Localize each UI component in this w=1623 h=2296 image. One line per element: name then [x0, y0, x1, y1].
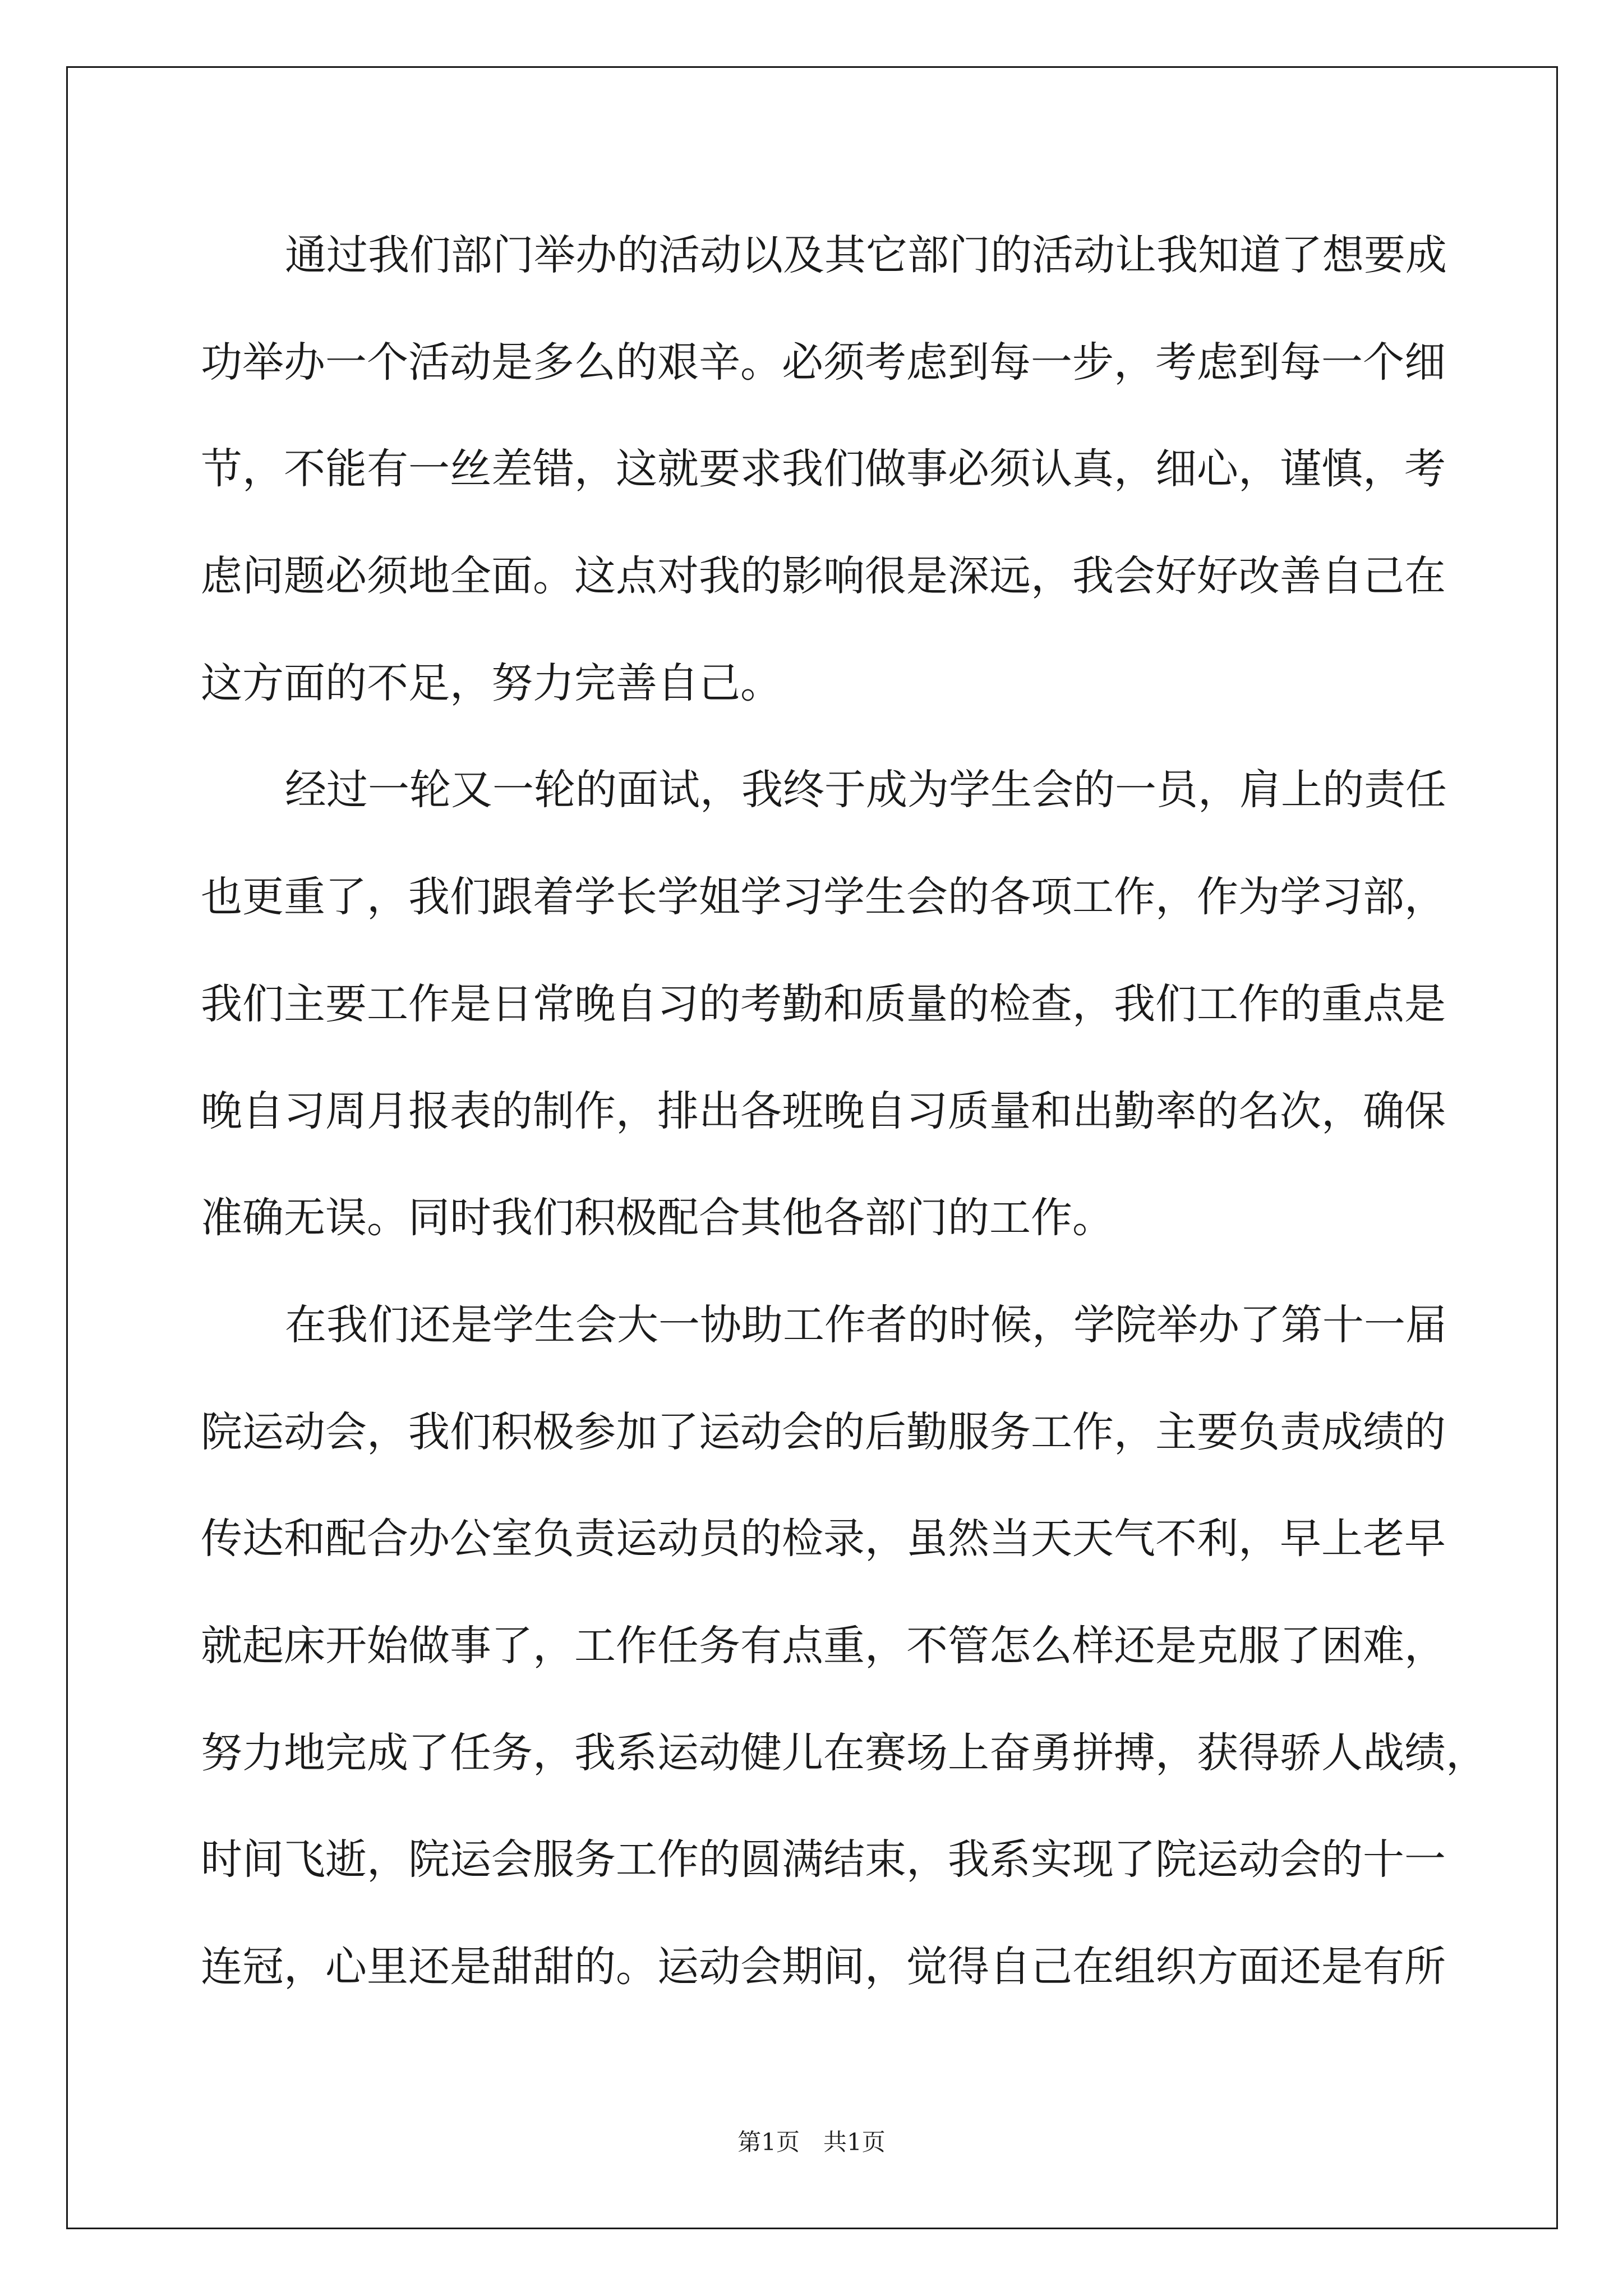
- paragraph-2: [201, 737, 1447, 1271]
- document-body: [201, 202, 1487, 2021]
- text-line: 院运动会，我们积极参加了运动会的后勤服务工作，主要负责成绩的: [201, 1407, 1446, 1456]
- text-line: 我们主要工作是日常晚自习的考勤和质量的检查，我们工作的重点是: [201, 979, 1446, 1028]
- text-line: 就起床开始做事了，工作任务有点重，不管怎么样还是克服了困难，: [201, 1621, 1446, 1670]
- text-line: 时间飞逝，院运会服务工作的圆满结束，我系实现了院运动会的十一: [201, 1835, 1446, 1884]
- text-line: 连冠，心里还是甜甜的。运动会期间，觉得自己在组织方面还是有所: [201, 1943, 1446, 1991]
- text-line: 节，不能有一丝差错，这就要求我们做事必须认真，细心，谨慎，考: [201, 445, 1446, 494]
- text-line: 晚自习周月报表的制作，排出各班晚自习质量和出勤率的名次，确保: [201, 1087, 1446, 1135]
- text-line: 经过一轮又一轮的面试，我终于成为学生会的一员，肩上的责任: [285, 766, 1447, 815]
- text-line: 通过我们部门举办的活动以及其它部门的活动让我知道了想要成: [285, 231, 1447, 279]
- text-line: 准确无误。同时我们积极配合其他各部门的工作。: [201, 1194, 1114, 1243]
- text-line: 虑问题必须地全面。这点对我的影响很是深远，我会好好改善自己在: [201, 552, 1446, 601]
- text-line: 这方面的不足，努力完善自己。: [201, 659, 782, 707]
- paragraph-3: [201, 1272, 1487, 2021]
- page-number-footer: 第1页 共1页: [737, 2128, 886, 2156]
- text-line: 传达和配合办公室负责运动员的检录，虽然当天天气不利，早上老早: [201, 1515, 1446, 1563]
- text-line: 也更重了，我们跟着学长学姐学习学生会的各项工作，作为学习部，: [201, 873, 1446, 922]
- text-line: 功举办一个活动是多么的艰辛。必须考虑到每一步，考虑到每一个细: [201, 338, 1446, 386]
- text-line: 在我们还是学生会大一协助工作者的时候，学院举办了第十一届: [285, 1300, 1447, 1349]
- paragraph-1: [201, 202, 1447, 737]
- text-line: 努力地完成了任务，我系运动健儿在赛场上奋勇拼搏，获得骄人战绩，: [201, 1728, 1487, 1777]
